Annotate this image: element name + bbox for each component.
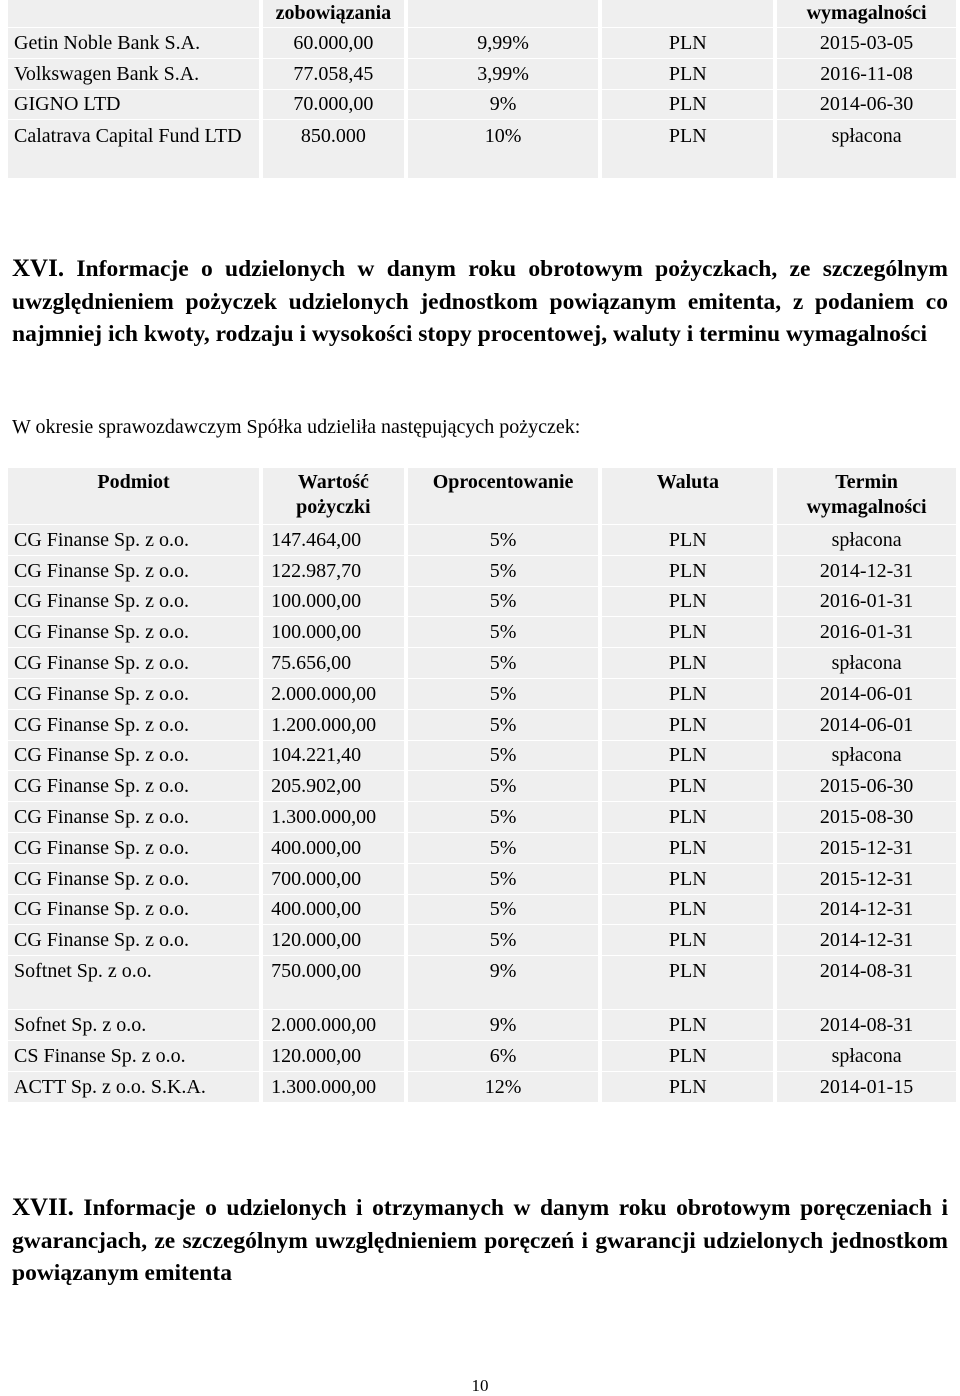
table-cell: 100.000,00 [263,616,404,647]
table-row [8,863,956,894]
table-cell: PLN [602,647,773,678]
table-cell: GIGNO LTD [8,89,259,120]
table-cell: CG Finanse Sp. z o.o. [8,863,259,894]
table-cell: PLN [602,770,773,801]
table-row [8,616,956,647]
section-heading-xvii [12,1192,948,1290]
table-cell: 750.000,00 [263,955,404,1009]
table-row [8,678,956,709]
table-cell: CS Finanse Sp. z o.o. [8,1040,259,1071]
table-cell: PLN [602,58,773,89]
page-number: 10 [471,1376,489,1395]
table-header-cell [602,0,773,27]
table-cell: 2014-08-31 [777,955,956,1009]
table-cell: 9% [408,89,599,120]
table-row [8,924,956,955]
table-header-cell: Podmiot [8,468,259,524]
table-cell: Sofnet Sp. z o.o. [8,1009,259,1040]
table-cell: 2014-12-31 [777,894,956,925]
table-cell: 5% [408,709,599,740]
table-cell: 400.000,00 [263,832,404,863]
table-cell: CG Finanse Sp. z o.o. [8,924,259,955]
table-cell: PLN [602,740,773,771]
table-cell: 77.058,45 [263,58,404,89]
table-cell: 2015-06-30 [777,770,956,801]
table-cell: 400.000,00 [263,894,404,925]
table-cell: PLN [602,89,773,120]
table-cell: PLN [602,27,773,58]
table-header-cell: wymagalności [777,0,956,27]
table-cell: 120.000,00 [263,924,404,955]
table-header-row [8,0,956,27]
table-row [8,555,956,586]
table-cell: 2014-12-31 [777,924,956,955]
table-cell: PLN [602,1040,773,1071]
table-cell: CG Finanse Sp. z o.o. [8,832,259,863]
table-cell: spłacona [777,647,956,678]
table-cell: 2014-06-01 [777,709,956,740]
table-row [8,709,956,740]
table-cell: 104.221,40 [263,740,404,771]
table-cell: PLN [602,955,773,1009]
table-row [8,801,956,832]
table-cell: Softnet Sp. z o.o. [8,955,259,1009]
table-cell: 9% [408,1009,599,1040]
table-row [8,119,956,178]
table-cell: Volkswagen Bank S.A. [8,58,259,89]
section-title: Informacje o udzielonych i otrzymanych w danym roku obrotowym poręczeniach i gwarancjach, ze szczególnym uwzględnieniem poręczeń i gwarancji udzielonych jednostkom powiązanym emitenta [12,1195,948,1287]
table-cell: 5% [408,832,599,863]
table-cell: 5% [408,863,599,894]
table-row [8,1071,956,1102]
table-cell: 5% [408,894,599,925]
table-cell: CG Finanse Sp. z o.o. [8,586,259,617]
table-cell: 2016-01-31 [777,586,956,617]
table-cell: 5% [408,586,599,617]
table-row [8,524,956,555]
table-cell: 10% [408,119,599,178]
table-header-cell: Oprocentowanie [408,468,599,524]
liabilities-table [4,0,960,178]
table-cell: 2.000.000,00 [263,1009,404,1040]
table-cell: 12% [408,1071,599,1102]
table-cell: CG Finanse Sp. z o.o. [8,616,259,647]
table-cell: 5% [408,770,599,801]
table-row [8,647,956,678]
section-heading-xvi [12,253,948,351]
table-cell: 5% [408,524,599,555]
table-cell: 1.300.000,00 [263,801,404,832]
section-title: Informacje o udzielonych w danym roku obrotowym pożyczkach, ze szczególnym uwzględnieniem pożyczek udzielonych jednostkom powiązanym emitenta, z podaniem co najmniej ich kwoty, rodzaju i wysokości stopy procentowej, waluty i terminu wymagalności [12,256,948,348]
table-cell: 6% [408,1040,599,1071]
table-cell: CG Finanse Sp. z o.o. [8,555,259,586]
table-cell: 5% [408,616,599,647]
table-cell: 5% [408,647,599,678]
section-number: XVII. [12,1194,74,1221]
table-cell: CG Finanse Sp. z o.o. [8,524,259,555]
table-cell: 5% [408,801,599,832]
table-cell: Getin Noble Bank S.A. [8,27,259,58]
table-row [8,586,956,617]
table-row [8,832,956,863]
table-cell: PLN [602,924,773,955]
table-row [8,770,956,801]
table-cell: 205.902,00 [263,770,404,801]
table-cell: PLN [602,801,773,832]
table-cell: CG Finanse Sp. z o.o. [8,709,259,740]
table-header-cell: zobowiązania [263,0,404,27]
table-cell: 120.000,00 [263,1040,404,1071]
table-row [8,1009,956,1040]
table-header-cell: Waluta [602,468,773,524]
table-cell: 122.987,70 [263,555,404,586]
table-cell: 2014-08-31 [777,1009,956,1040]
section-number: XVI. [12,255,65,282]
intro-paragraph: W okresie sprawozdawczym Spółka udzieliła następujących pożyczek: [12,416,581,438]
table-cell: 2016-01-31 [777,616,956,647]
table-header-cell [8,0,259,27]
table-cell: PLN [602,586,773,617]
table-cell: PLN [602,524,773,555]
table-cell: CG Finanse Sp. z o.o. [8,894,259,925]
table-cell: spłacona [777,119,956,178]
table-row [8,89,956,120]
table-cell: 2015-08-30 [777,801,956,832]
table-cell: CG Finanse Sp. z o.o. [8,770,259,801]
table-row [8,27,956,58]
table-cell: 2014-01-15 [777,1071,956,1102]
loans-table [4,468,960,1102]
table-cell: 2015-12-31 [777,832,956,863]
table-header-cell: Wartość pożyczki [263,468,404,524]
table-header-cell [408,0,599,27]
table-row [8,740,956,771]
table-row [8,955,956,1009]
table-cell: spłacona [777,740,956,771]
table-cell: 5% [408,678,599,709]
table-cell: ACTT Sp. z o.o. S.K.A. [8,1071,259,1102]
table-cell: CG Finanse Sp. z o.o. [8,647,259,678]
table-header-row [8,468,956,524]
table-cell: 5% [408,740,599,771]
table-cell: 2014-06-30 [777,89,956,120]
table-cell: PLN [602,616,773,647]
table-cell: Calatrava Capital Fund LTD [8,119,259,178]
table-cell: PLN [602,894,773,925]
table-cell: 3,99% [408,58,599,89]
table-row [8,58,956,89]
table-cell: 1.200.000,00 [263,709,404,740]
table-cell: 2.000.000,00 [263,678,404,709]
table-cell: PLN [602,863,773,894]
table-cell: 100.000,00 [263,586,404,617]
table-cell: 700.000,00 [263,863,404,894]
table-cell: 9% [408,955,599,1009]
table-cell: 9,99% [408,27,599,58]
table-cell: PLN [602,709,773,740]
table-cell: CG Finanse Sp. z o.o. [8,740,259,771]
table-cell: 60.000,00 [263,27,404,58]
table-cell: PLN [602,678,773,709]
table-cell: 2016-11-08 [777,58,956,89]
table-header-cell: Termin wymagalności [777,468,956,524]
table-cell: 2014-06-01 [777,678,956,709]
table-cell: 2015-12-31 [777,863,956,894]
table-cell: 2014-12-31 [777,555,956,586]
table-cell: 70.000,00 [263,89,404,120]
table-cell: 1.300.000,00 [263,1071,404,1102]
table-cell: spłacona [777,524,956,555]
table-cell: 75.656,00 [263,647,404,678]
table-cell: PLN [602,1071,773,1102]
table-cell: 5% [408,924,599,955]
table-row [8,1040,956,1071]
table-cell: CG Finanse Sp. z o.o. [8,801,259,832]
table-cell: 147.464,00 [263,524,404,555]
table-cell: 2015-03-05 [777,27,956,58]
loans-table-body [8,524,956,1102]
table-cell: PLN [602,555,773,586]
table-cell: spłacona [777,1040,956,1071]
table-cell: PLN [602,1009,773,1040]
table-cell: 850.000 [263,119,404,178]
table-cell: PLN [602,832,773,863]
table-row [8,894,956,925]
table-cell: 5% [408,555,599,586]
table-cell: PLN [602,119,773,178]
table-cell: CG Finanse Sp. z o.o. [8,678,259,709]
